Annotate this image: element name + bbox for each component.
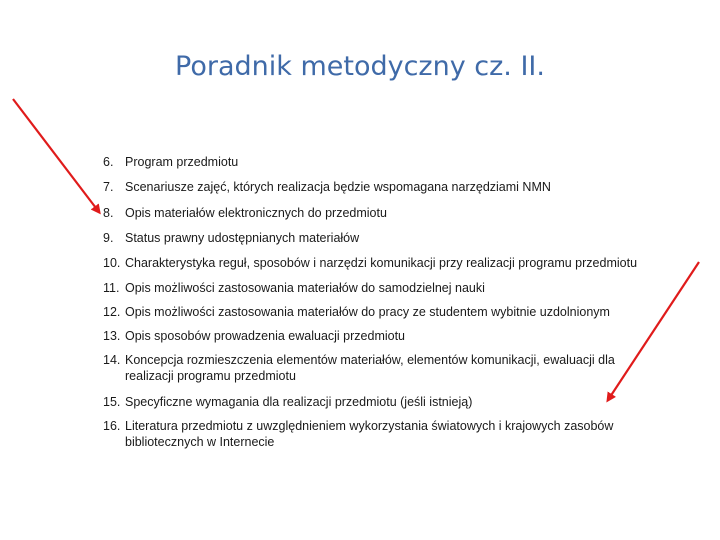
list-item-number: 6. xyxy=(103,155,114,169)
list-item-text: Opis sposobów prowadzenia ewaluacji przedmiotu xyxy=(125,329,406,343)
list-item-text: Opis materiałów elektronicznych do przedmiotu xyxy=(125,206,387,220)
list-item-text: Koncepcja rozmieszczenia elementów materiałów, elementów komunikacji, ewaluacji dla realizacji programu przedmiotu xyxy=(125,353,615,383)
list-item-text: Program przedmiotu xyxy=(125,155,239,169)
list-item-number: 16. xyxy=(103,419,121,433)
left-arrow xyxy=(13,99,99,212)
list-item-text: Opis możliwości zastosowania materiałów do pracy ze studentem wybitnie uzdolnionym xyxy=(125,305,610,319)
list-item-text: Literatura przedmiotu z uwzględnieniem wykorzystania światowych i krajowych zasobów bibliotecznych w Internecie xyxy=(125,419,614,449)
list-item-number: 14. xyxy=(103,353,121,367)
list-item-number: 9. xyxy=(103,231,114,245)
list-item-number: 12. xyxy=(103,305,121,319)
list-item-number: 10. xyxy=(103,256,121,270)
right-arrow xyxy=(608,262,699,400)
list-item-text: Charakterystyka reguł, sposobów i narzędzi komunikacji przy realizacji programu przedmiotu xyxy=(125,256,638,270)
list-item-number: 7. xyxy=(103,180,114,194)
list-item-number: 13. xyxy=(103,329,121,343)
list-item-number: 15. xyxy=(103,395,121,409)
list-item-text: Opis możliwości zastosowania materiałów do samodzielnej nauki xyxy=(125,281,485,295)
list-item-text: Status prawny udostępnianych materiałów xyxy=(125,231,360,245)
list-item-number: 8. xyxy=(103,206,114,220)
list-item-text: Scenariusze zajęć, których realizacja będzie wspomagana narzędziami NMN xyxy=(125,180,551,194)
list-item-text: Specyficzne wymagania dla realizacji przedmiotu (jeśli istnieją) xyxy=(125,395,473,409)
list-item-number: 11. xyxy=(103,281,120,295)
page-title: Poradnik metodyczny cz. II. xyxy=(175,51,545,82)
